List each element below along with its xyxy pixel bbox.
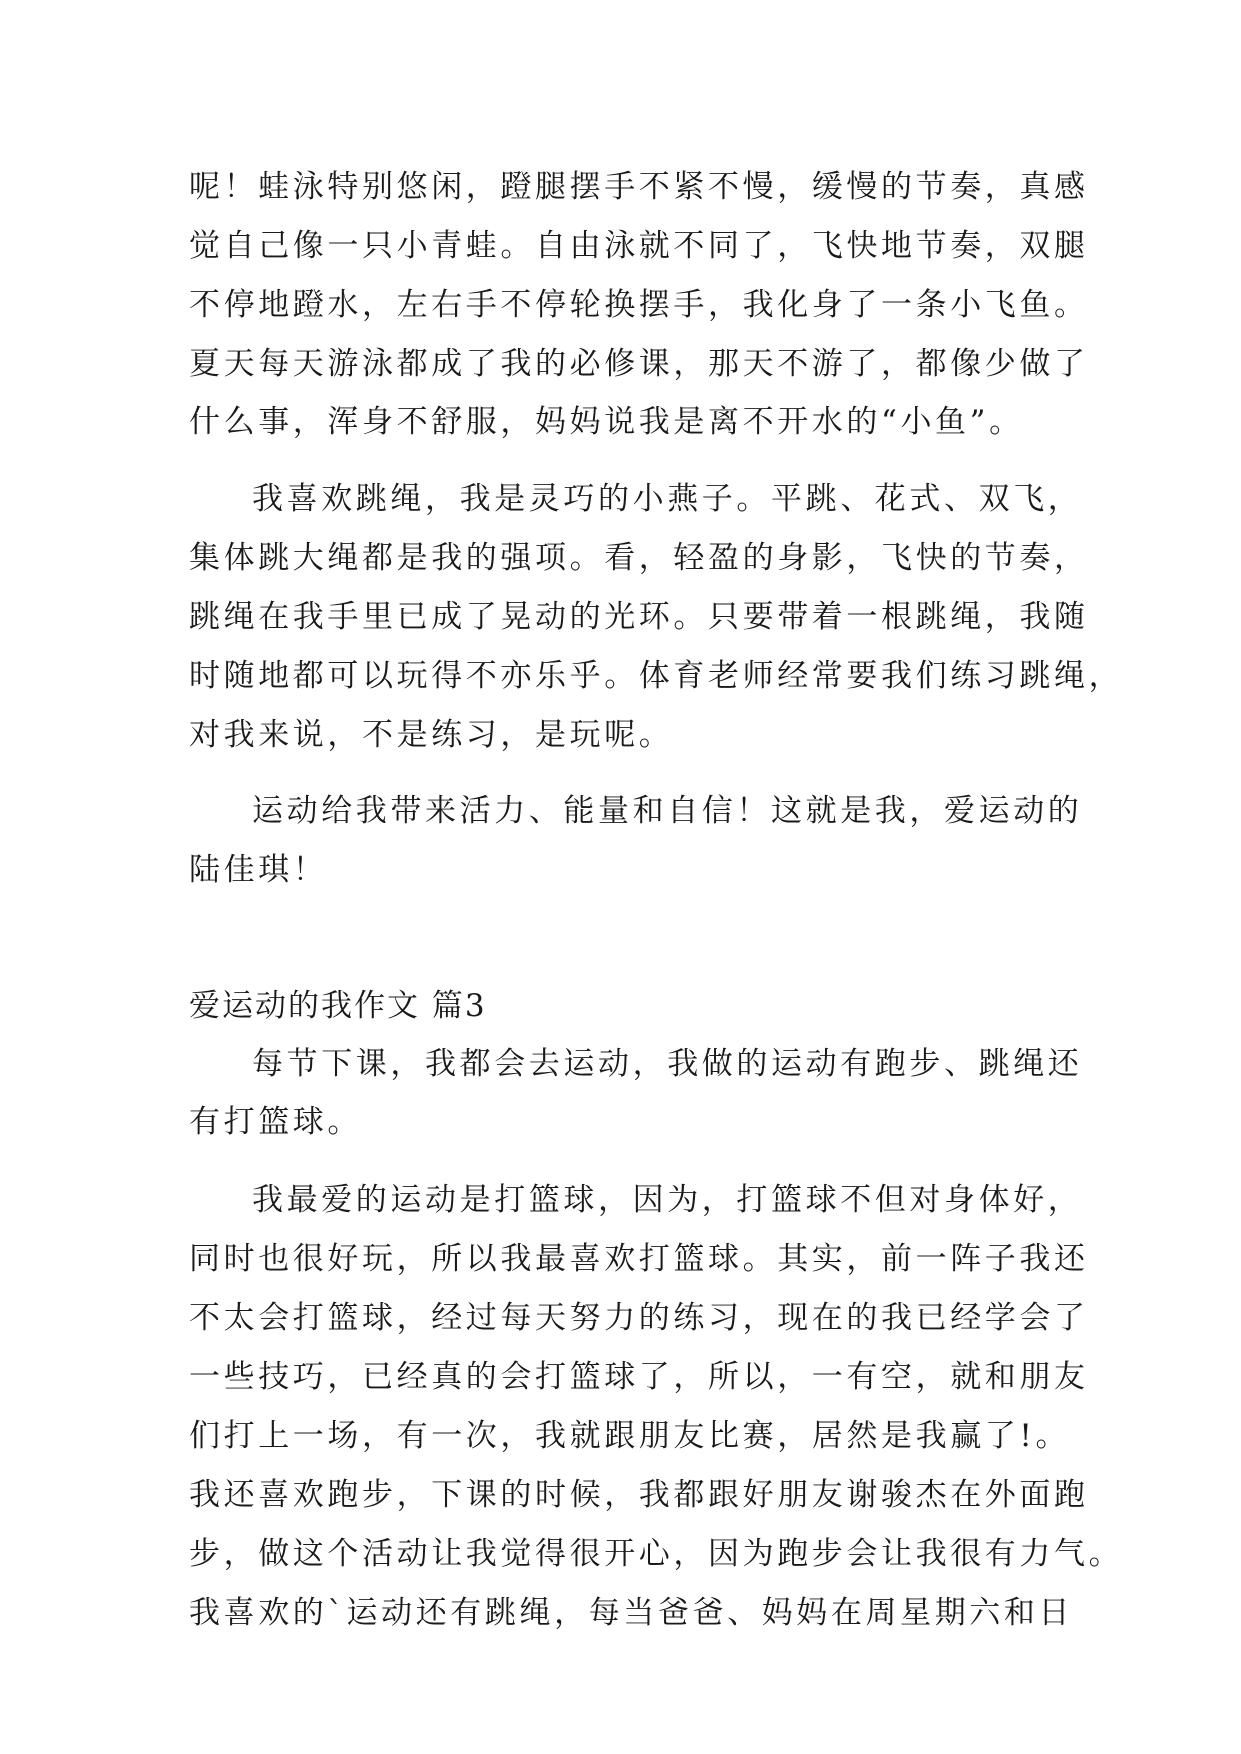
text-line: 步，做这个活动让我觉得很开心，因为跑步会让我很有力气。 <box>189 1536 1124 1572</box>
text-line: 时随地都可以玩得不亦乐乎。体育老师经常要我们练习跳绳， <box>189 658 1124 694</box>
text-line: 陆佳琪！ <box>189 852 328 888</box>
paragraph-start-line: 每节下课，我都会去运动，我做的运动有跑步、跳绳还 <box>252 1046 1083 1082</box>
text-line: 们打上一场，有一次，我就跟朋友比赛，居然是我赢了!。 <box>189 1418 1071 1454</box>
text-line: 不太会打篮球，经过每天努力的练习，现在的我已经学会了 <box>189 1300 1089 1336</box>
text-line: 集体跳大绳都是我的强项。看，轻盈的身影，飞快的节奏， <box>189 540 1089 576</box>
text-line: 呢！蛙泳特别悠闲，蹬腿摆手不紧不慢，缓慢的节奏，真感 <box>189 169 1089 205</box>
text-line: 一些技巧，已经真的会打篮球了，所以，一有空，就和朋友 <box>189 1359 1089 1395</box>
text-line: 夏天每天游泳都成了我的必修课，那天不游了，都像少做了 <box>189 346 1089 382</box>
paragraph-start-line: 我喜欢跳绳，我是灵巧的小燕子。平跳、花式、双飞， <box>252 481 1083 517</box>
text-line: 不停地蹬水，左右手不停轮换摆手，我化身了一条小飞鱼。 <box>189 287 1089 323</box>
text-line: 觉自己像一只小青蛙。自由泳就不同了，飞快地节奏，双腿 <box>189 228 1089 264</box>
text-line: 我还喜欢跑步，下课的时候，我都跟好朋友谢骏杰在外面跑 <box>189 1477 1089 1513</box>
text-line: 跳绳在我手里已成了晃动的光环。只要带着一根跳绳，我随 <box>189 599 1089 635</box>
text-line: 有打篮球。 <box>189 1104 362 1140</box>
section-heading: 爱运动的我作文 篇3 <box>189 988 487 1024</box>
text-line: 我喜欢的`运动还有跳绳，每当爸爸、妈妈在周星期六和日 <box>189 1595 1074 1631</box>
paragraph-start-line: 我最爱的运动是打篮球，因为，打篮球不但对身体好， <box>252 1182 1083 1218</box>
paragraph-start-line: 运动给我带来活力、能量和自信！这就是我，爱运动的 <box>252 793 1083 829</box>
text-line: 对我来说，不是练习，是玩呢。 <box>189 717 674 753</box>
text-line: 同时也很好玩，所以我最喜欢打篮球。其实，前一阵子我还 <box>189 1241 1089 1277</box>
text-line: 什么事，浑身不舒服，妈妈说我是离不开水的“小鱼”。 <box>189 404 1024 440</box>
